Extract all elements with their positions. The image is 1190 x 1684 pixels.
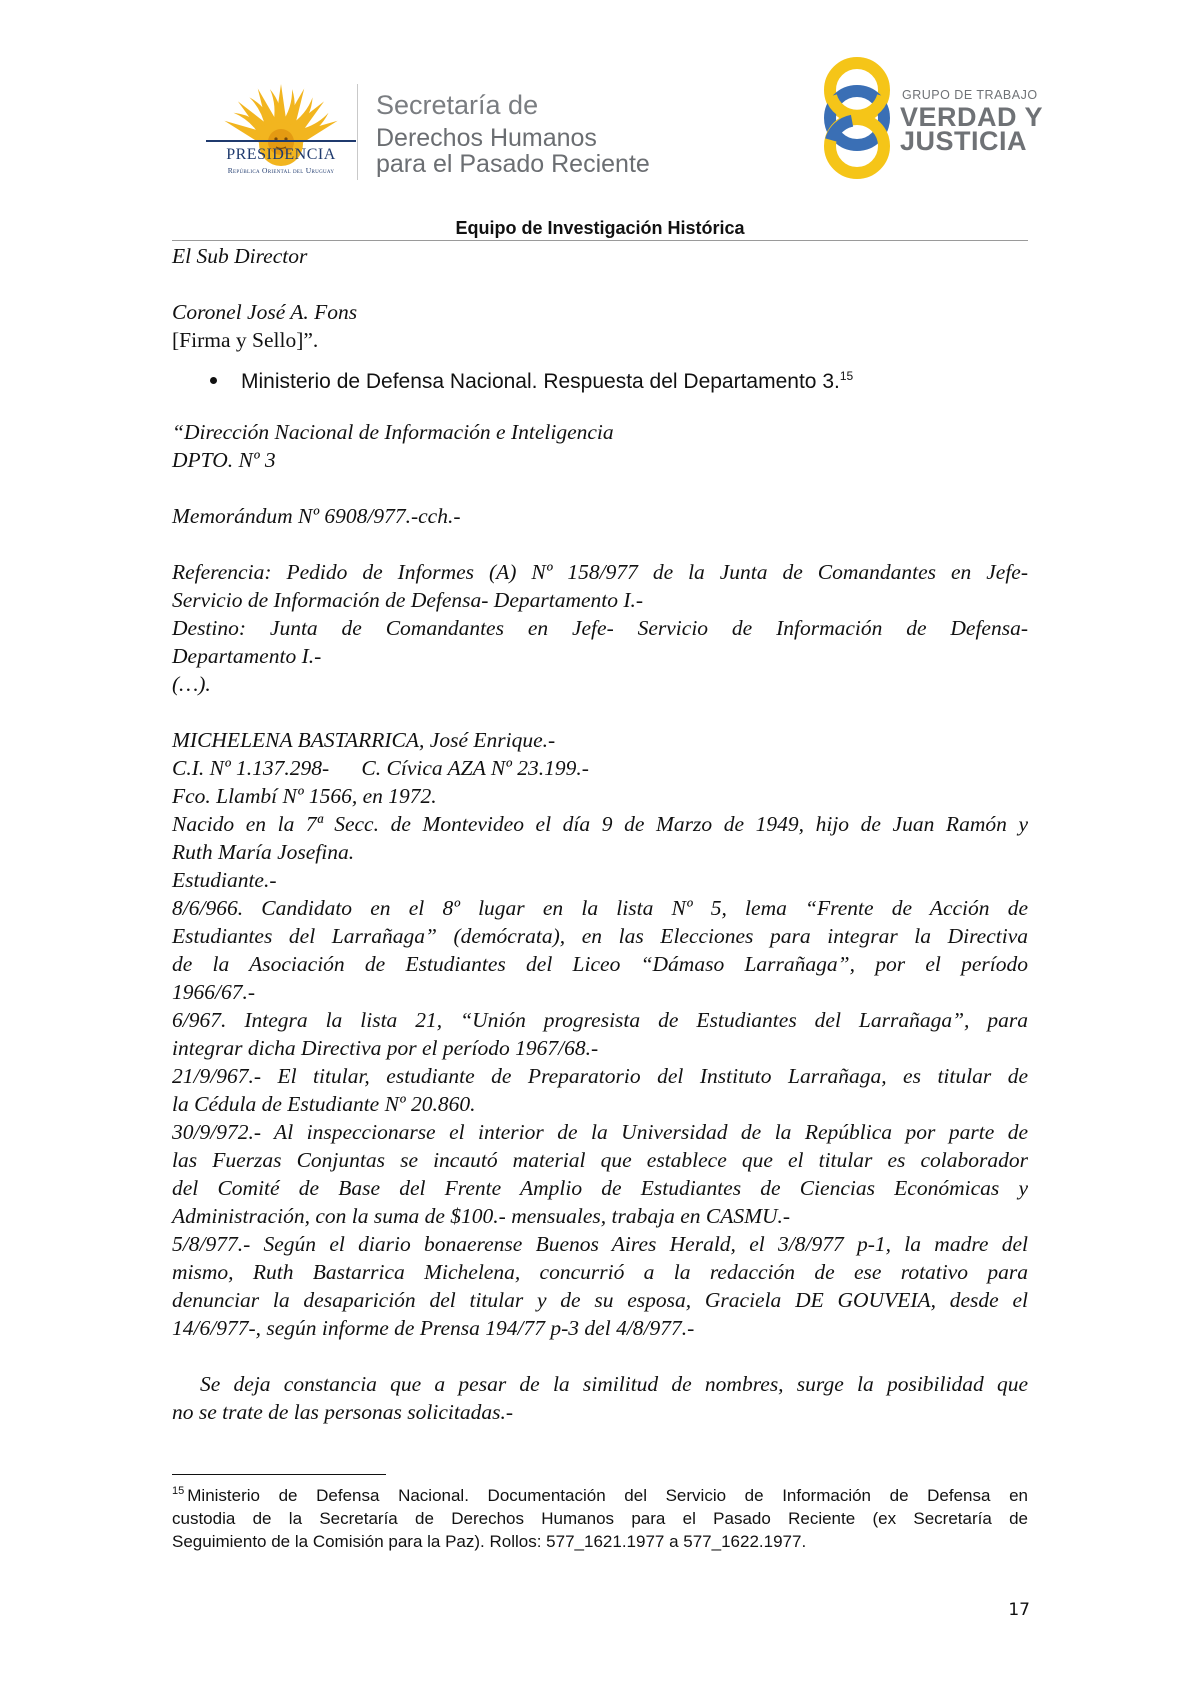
- person-line: C.I. Nº 1.137.298- C. Cívica AZA Nº 23.199.-: [172, 756, 589, 780]
- memo-dept: DPTO. Nº 3: [172, 448, 276, 472]
- memo-ref-line: (…).: [172, 672, 211, 696]
- logo-divider: [357, 84, 358, 180]
- secretaria-line-2: Derechos Humanos: [376, 124, 597, 152]
- person-line: de la Asociación de Estudiantes del Liceo “Dámaso Larrañaga”, por el período: [172, 952, 1028, 976]
- section-title: Equipo de Investigación Histórica: [455, 218, 745, 238]
- person-line: 1966/67.-: [172, 980, 256, 1004]
- person-line: Nacido en la 7ª Secc. de Montevideo el día 9 de Marzo de 1949, hijo de Juan Ramón y: [172, 812, 1028, 836]
- person-line: Ruth María Josefina.: [172, 840, 355, 864]
- footnote-text: Ministerio de Defensa Nacional. Documentación del Servicio de Información de Defensa en: [187, 1486, 1028, 1505]
- bullet-item: [210, 370, 853, 394]
- closing-line: no se trate de las personas solicitadas.-: [172, 1400, 513, 1424]
- person-line: 30/9/972.- Al inspeccionarse el interior de la Universidad de la República por parte de: [172, 1120, 1028, 1144]
- person-line: integrar dicha Directiva por el período 1967/68.-: [172, 1036, 599, 1060]
- person-line: 6/967. Integra la lista 21, “Unión progresista de Estudiantes del Larrañaga”, para: [172, 1008, 1028, 1032]
- person-line: del Comité de Base del Frente Amplio de Estudiantes de Ciencias Económicas y: [172, 1176, 1028, 1200]
- person-line: las Fuerzas Conjuntas se incautó material que establece que el titular es colaborador: [172, 1148, 1028, 1172]
- page-number: 17: [1008, 1600, 1030, 1620]
- person-line: 14/6/977-, según informe de Prensa 194/77 p-3 del 4/8/977.-: [172, 1316, 695, 1340]
- bullet-text: Ministerio de Defensa Nacional. Respuesta del Departamento 3.: [241, 370, 840, 393]
- memo-number: Memorándum Nº 6908/977.-cch.-: [172, 504, 461, 528]
- person-line: Estudiantes del Larrañaga” (demócrata), en las Elecciones para integrar la Directiva: [172, 924, 1028, 948]
- closing-line: Se deja constancia que a pesar de la similitud de nombres, surge la posibilidad que: [200, 1372, 1028, 1396]
- memo-ref-line: Referencia: Pedido de Informes (A) Nº 158/977 de la Junta de Comandantes en Jefe-: [172, 560, 1028, 584]
- grupo-label: GRUPO DE TRABAJO: [902, 88, 1038, 102]
- memo-block: [172, 418, 1028, 1426]
- linked-rings-icon: [820, 56, 894, 180]
- footnote-line: Seguimiento de la Comisión para la Paz). Rollos: 577_1621.1977 a 577_1622.1977.: [172, 1532, 807, 1551]
- memo-ref-line: Destino: Junta de Comandantes en Jefe- Servicio de Información de Defensa-: [172, 616, 1028, 640]
- presidencia-subtitle: República Oriental del Uruguay: [227, 166, 335, 175]
- header-divider: [172, 240, 1028, 241]
- verdad-label: VERDAD Y: [900, 102, 1044, 132]
- memo-ref-line: Servicio de Información de Defensa- Departamento I.-: [172, 588, 644, 612]
- person-line: MICHELENA BASTARRICA, José Enrique.-: [172, 728, 556, 752]
- secretaria-line-3: para el Pasado Reciente: [376, 150, 650, 178]
- footnote-line: custodia de la Secretaría de Derechos Humanos para el Pasado Reciente (ex Secretaría de: [172, 1509, 1028, 1528]
- justicia-label: JUSTICIA: [900, 126, 1028, 156]
- person-line: mismo, Ruth Bastarrica Michelena, concurrió a la redacción de ese rotativo para: [172, 1260, 1028, 1284]
- person-line: 21/9/967.- El titular, estudiante de Preparatorio del Instituto Larrañaga, es titular de: [172, 1064, 1028, 1088]
- memo-org: “Dirección Nacional de Información e Inteligencia: [172, 420, 614, 444]
- footnote: [172, 1484, 1028, 1553]
- person-line: 5/8/977.- Según el diario bonaerense Buenos Aires Herald, el 3/8/977 p-1, la madre del: [172, 1232, 1028, 1256]
- person-line: Estudiante.-: [172, 868, 277, 892]
- footnote-ref: 15: [839, 369, 854, 383]
- signature-block: [172, 242, 1028, 326]
- memo-ref-line: Departamento I.-: [172, 644, 322, 668]
- footnote-divider: [172, 1474, 386, 1475]
- signature-role: El Sub Director: [172, 244, 308, 268]
- person-line: 8/6/966. Candidato en el 8º lugar en la lista Nº 5, lema “Frente de Acción de: [172, 896, 1028, 920]
- footnote-line: [172, 1484, 1028, 1507]
- person-line: Administración, con la suma de $100.- mensuales, trabaja en CASMU.-: [172, 1204, 791, 1228]
- secretaria-line-1: Secretaría de: [376, 90, 539, 120]
- bullet-icon: [210, 377, 217, 384]
- footnote-number: 15: [172, 1485, 185, 1498]
- presidencia-name: PRESIDENCIA: [226, 146, 336, 163]
- person-line: denunciar la desaparición del titular y de su esposa, Graciela DE GOUVEIA, desde el: [172, 1288, 1028, 1312]
- person-line: la Cédula de Estudiante Nº 20.860.: [172, 1092, 476, 1116]
- person-line: Fco. Llambí Nº 1566, en 1972.: [172, 784, 437, 808]
- signature-name: Coronel José A. Fons: [172, 300, 358, 324]
- signature-stamp: [Firma y Sello]”.: [172, 328, 319, 352]
